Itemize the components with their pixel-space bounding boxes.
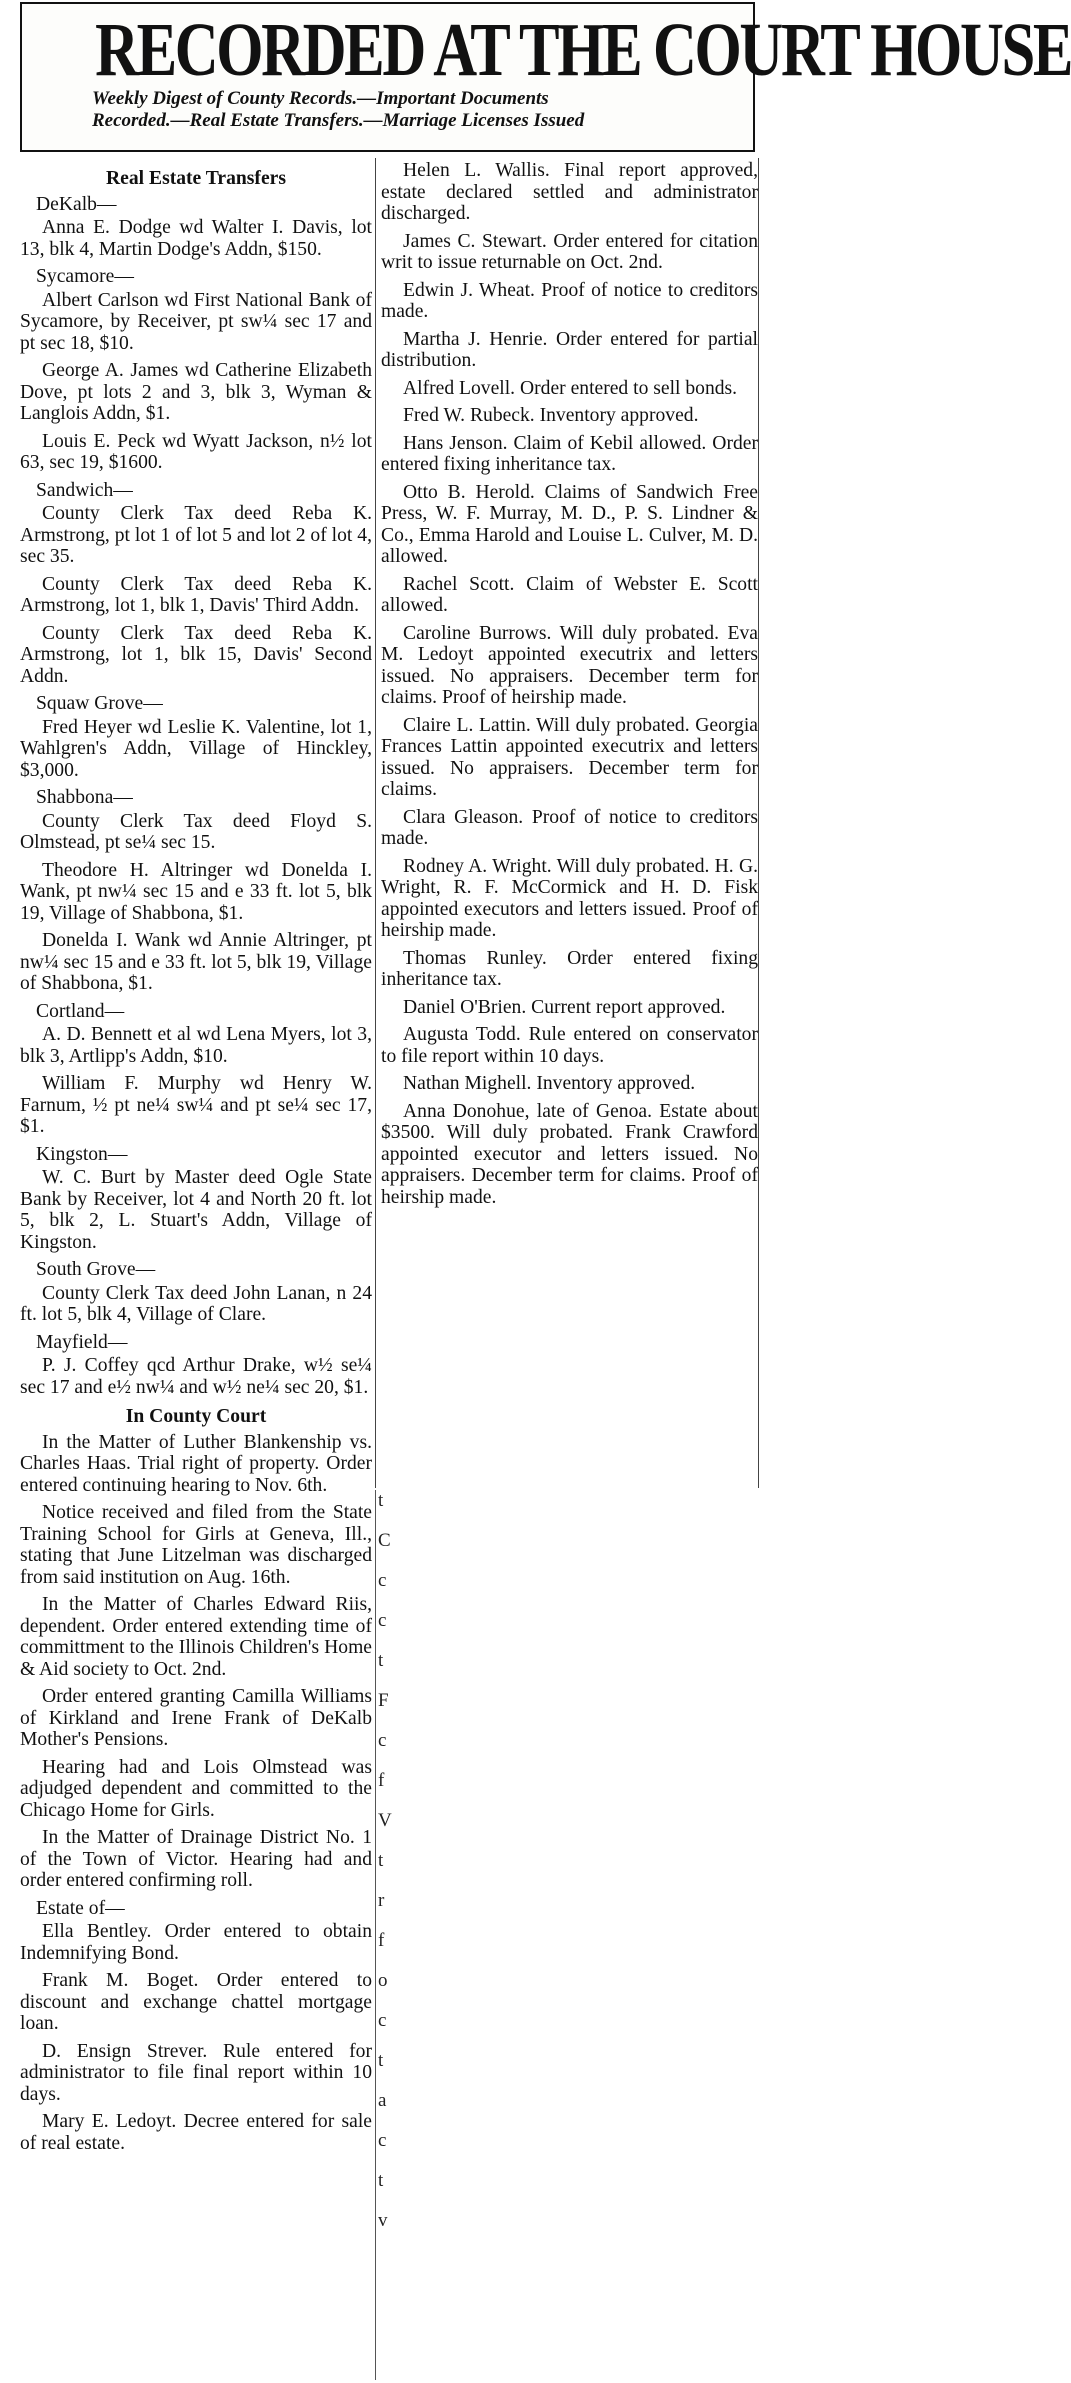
left-column (20, 160, 372, 2160)
estate-entry: D. Ensign Strever. Rule entered for administrator to file final report within 10 days. (20, 2040, 372, 2105)
fragment-letter: t (378, 1650, 384, 1671)
fragment-letter: a (378, 2090, 387, 2111)
place-heading: Sycamore— (36, 266, 134, 287)
transfer-group (20, 480, 372, 688)
transfer-entry: Donelda I. Wank wd Annie Altringer, pt nw¼ sec 15 and e 33 ft. lot 5, blk 19, Village of Shabbona, $1. (20, 930, 372, 994)
transfer-entry: W. C. Burt by Master deed Ogle State Bank by Receiver, lot 4 and North 20 ft. lot 5, blk 2, L. Stuart's Addn, Village of Kingston. (20, 1167, 372, 1253)
transfer-entry: William F. Murphy wd Henry W. Farnum, ½ pt ne¼ sw¼ and pt se¼ sec 17, $1. (20, 1073, 372, 1137)
place-heading: Kingston— (36, 1143, 128, 1165)
fragment-letter: C (378, 1530, 391, 1551)
adjacent-column-fragments (378, 1490, 392, 2250)
place-heading: South Grove— (36, 1259, 156, 1280)
county-court-entries (20, 1432, 372, 1892)
right-column (381, 160, 758, 1214)
fragment-letter: F (378, 1690, 389, 1711)
transfer-entry: Louis E. Peck wd Wyatt Jackson, n½ lot 63, sec 19, $1600. (20, 430, 372, 473)
court-entry: Notice received and filed from the State Training School for Girls at Geneva, Ill., stating that June Litzelman was discharged from said institution on Aug. 16th. (20, 1502, 372, 1588)
right-column-border (758, 158, 759, 1488)
place-heading: Sandwich— (36, 479, 133, 501)
transfer-group (20, 693, 372, 781)
fragment-letter: c (378, 2010, 387, 2031)
court-entry: In the Matter of Charles Edward Riis, dependent. Order entered extending time of committment to the Illinois Children's Home & Aid society to Oct. 2nd. (20, 1594, 372, 1680)
court-entry: In the Matter of Drainage District No. 1 of the Town of Victor. Hearing had and order entered confirming roll. (20, 1827, 372, 1891)
transfer-group (20, 266, 372, 474)
transfer-entry: A. D. Bennett et al wd Lena Myers, lot 3, blk 3, Artlipp's Addn, $10. (20, 1024, 372, 1067)
subtitle-line-2: Recorded.—Real Estate Transfers.—Marriage Licenses Issued (92, 110, 585, 131)
transfer-group (20, 194, 372, 261)
transfer-entry: County Clerk Tax deed Floyd S. Olmstead, pt se¼ sec 15. (20, 810, 372, 853)
estate-entry: Otto B. Herold. Claims of Sandwich Free Press, W. F. Murray, M. D., P. S. Lindner & Co., Emma Harold and Louise L. Culver, M. D. allowed. (381, 481, 758, 567)
estate-entry: Caroline Burrows. Will duly probated. Eva M. Ledoyt appointed executrix and letters issued. No appraisers. December term for claims. Proof of heirship made. (381, 622, 758, 708)
place-heading: Shabbona— (36, 787, 133, 808)
transfer-entry: P. J. Coffey qcd Arthur Drake, w½ se¼ sec 17 and e½ nw¼ and w½ ne¼ sec 20, $1. (20, 1355, 372, 1398)
column-divider-lower (375, 1490, 376, 2380)
fragment-letter: c (378, 2130, 387, 2151)
fragment-letter: c (378, 1570, 387, 1591)
estate-entry: Augusta Todd. Rule entered on conservator to file report within 10 days. (381, 1024, 758, 1067)
estate-entry: James C. Stewart. Order entered for citation writ to issue returnable on Oct. 2nd. (381, 230, 758, 273)
transfer-entry: County Clerk Tax deed Reba K. Armstrong, lot 1, blk 15, Davis' Second Addn. (20, 622, 372, 687)
fragment-letter: c (378, 1610, 387, 1631)
estate-entry: Frank M. Boget. Order entered to discount and exchange chattel mortgage loan. (20, 1970, 372, 2034)
transfer-group (20, 1144, 372, 1254)
fragment-letter: t (378, 2050, 384, 2071)
subtitle-line-1: Weekly Digest of County Records.—Important Documents (92, 88, 549, 109)
place-heading: Squaw Grove— (36, 693, 163, 714)
estate-entry: Anna Donohue, late of Genoa. Estate about $3500. Will duly probated. Frank Crawford appointed executor and letters issued. No appraisers. December term for claims. Proof of heirship made. (381, 1100, 758, 1208)
estate-entry: Martha J. Henrie. Order entered for partial distribution. (381, 328, 758, 371)
estate-entry: Clara Gleason. Proof of notice to creditors made. (381, 806, 758, 849)
estate-entry: Thomas Runley. Order entered fixing inheritance tax. (381, 947, 758, 990)
place-heading: DeKalb— (36, 193, 117, 215)
fragment-letter: r (378, 1890, 385, 1911)
masthead (20, 2, 1071, 152)
estate-entry: Hans Jenson. Claim of Kebil allowed. Order entered fixing inheritance tax. (381, 432, 758, 475)
fragment-letter: t (378, 1850, 384, 1871)
headline: RECORDED AT THE COURT HOUSE (95, 8, 1071, 92)
fragment-letter: c (378, 1730, 387, 1751)
column-divider (375, 158, 376, 1488)
fragment-letter: f (378, 1930, 385, 1951)
estate-entry: Nathan Mighell. Inventory approved. (403, 1073, 696, 1094)
transfer-entry: Theodore H. Altringer wd Donelda I. Wank, pt nw¼ sec 15 and e 33 ft. lot 5, blk 19, Village of Shabbona, $1. (20, 859, 372, 924)
estate-entry: Fred W. Rubeck. Inventory approved. (403, 405, 699, 426)
estate-label: Estate of— (36, 1897, 125, 1919)
estate-entry: Daniel O'Brien. Current report approved. (403, 996, 726, 1018)
estate-entry: Rachel Scott. Claim of Webster E. Scott allowed. (381, 573, 758, 616)
county-court-heading: In County Court (125, 1406, 267, 1427)
place-heading: Mayfield— (36, 1331, 128, 1353)
transfer-entry: George A. James wd Catherine Elizabeth Dove, pt lots 2 and 3, blk 3, Wyman & Langlois Addn, $1. (20, 360, 372, 424)
estate-entry: Alfred Lovell. Order entered to sell bonds. (403, 377, 738, 399)
transfer-entry: County Clerk Tax deed John Lanan, n 24 ft. lot 5, blk 4, Village of Clare. (20, 1282, 372, 1325)
estate-entry: Ella Bentley. Order entered to obtain Indemnifying Bond. (20, 1921, 372, 1964)
estate-entry: Rodney A. Wright. Will duly probated. H. G. Wright, R. F. McCormick and H. D. Fisk appointed executors and letters issued. Proof of heirship made. (381, 855, 758, 941)
fragment-letter: f (378, 1770, 385, 1791)
real-estate-transfers (20, 194, 372, 1399)
transfer-group (20, 1332, 372, 1399)
fragment-letter: o (378, 1970, 388, 1991)
transfer-group (20, 787, 372, 995)
fragment-letter: v (378, 2210, 388, 2231)
transfer-group (20, 1259, 372, 1326)
place-heading: Cortland— (36, 1000, 125, 1022)
transfer-entry: County Clerk Tax deed Reba K. Armstrong, pt lot 1 of lot 5 and lot 2 of lot 4, sec 35. (20, 503, 372, 567)
transfer-group (20, 1001, 372, 1138)
transfer-entry: County Clerk Tax deed Reba K. Armstrong, lot 1, blk 1, Davis' Third Addn. (20, 573, 372, 616)
transfer-entry: Fred Heyer wd Leslie K. Valentine, lot 1, Wahlgren's Addn, Village of Hinckley, $3,000. (20, 716, 372, 781)
estate-entry: Mary E. Ledoyt. Decree entered for sale of real estate. (20, 2111, 372, 2154)
fragment-letter: V (378, 1810, 392, 1831)
fragment-letter: t (378, 1490, 384, 1511)
court-entry: In the Matter of Luther Blankenship vs. Charles Haas. Trial right of property. Order entered continuing hearing to Nov. 6th. (20, 1431, 372, 1496)
transfer-entry: Anna E. Dodge wd Walter I. Davis, lot 13, blk 4, Martin Dodge's Addn, $150. (20, 217, 372, 260)
estate-entry: Helen L. Wallis. Final report approved, estate declared settled and administrator discharged. (381, 160, 758, 224)
fragment-letter: t (378, 2170, 384, 2191)
estates-left-list (20, 1921, 372, 2154)
estate-entry: Claire L. Lattin. Will duly probated. Georgia Frances Lattin appointed executrix and letters issued. No appraisers. December term for claims. (381, 714, 758, 800)
court-entry: Hearing had and Lois Olmstead was adjudged dependent and committed to the Chicago Home for Girls. (20, 1756, 372, 1821)
real-estate-heading: Real Estate Transfers (106, 168, 286, 189)
transfer-entry: Albert Carlson wd First National Bank of Sycamore, by Receiver, pt sw¼ sec 17 and pt sec 18, $10. (20, 289, 372, 354)
court-entry: Order entered granting Camilla Williams of Kirkland and Irene Frank of DeKalb Mother's Pensions. (20, 1686, 372, 1750)
estate-entry: Edwin J. Wheat. Proof of notice to creditors made. (381, 279, 758, 322)
estates-right-list (381, 160, 758, 1208)
